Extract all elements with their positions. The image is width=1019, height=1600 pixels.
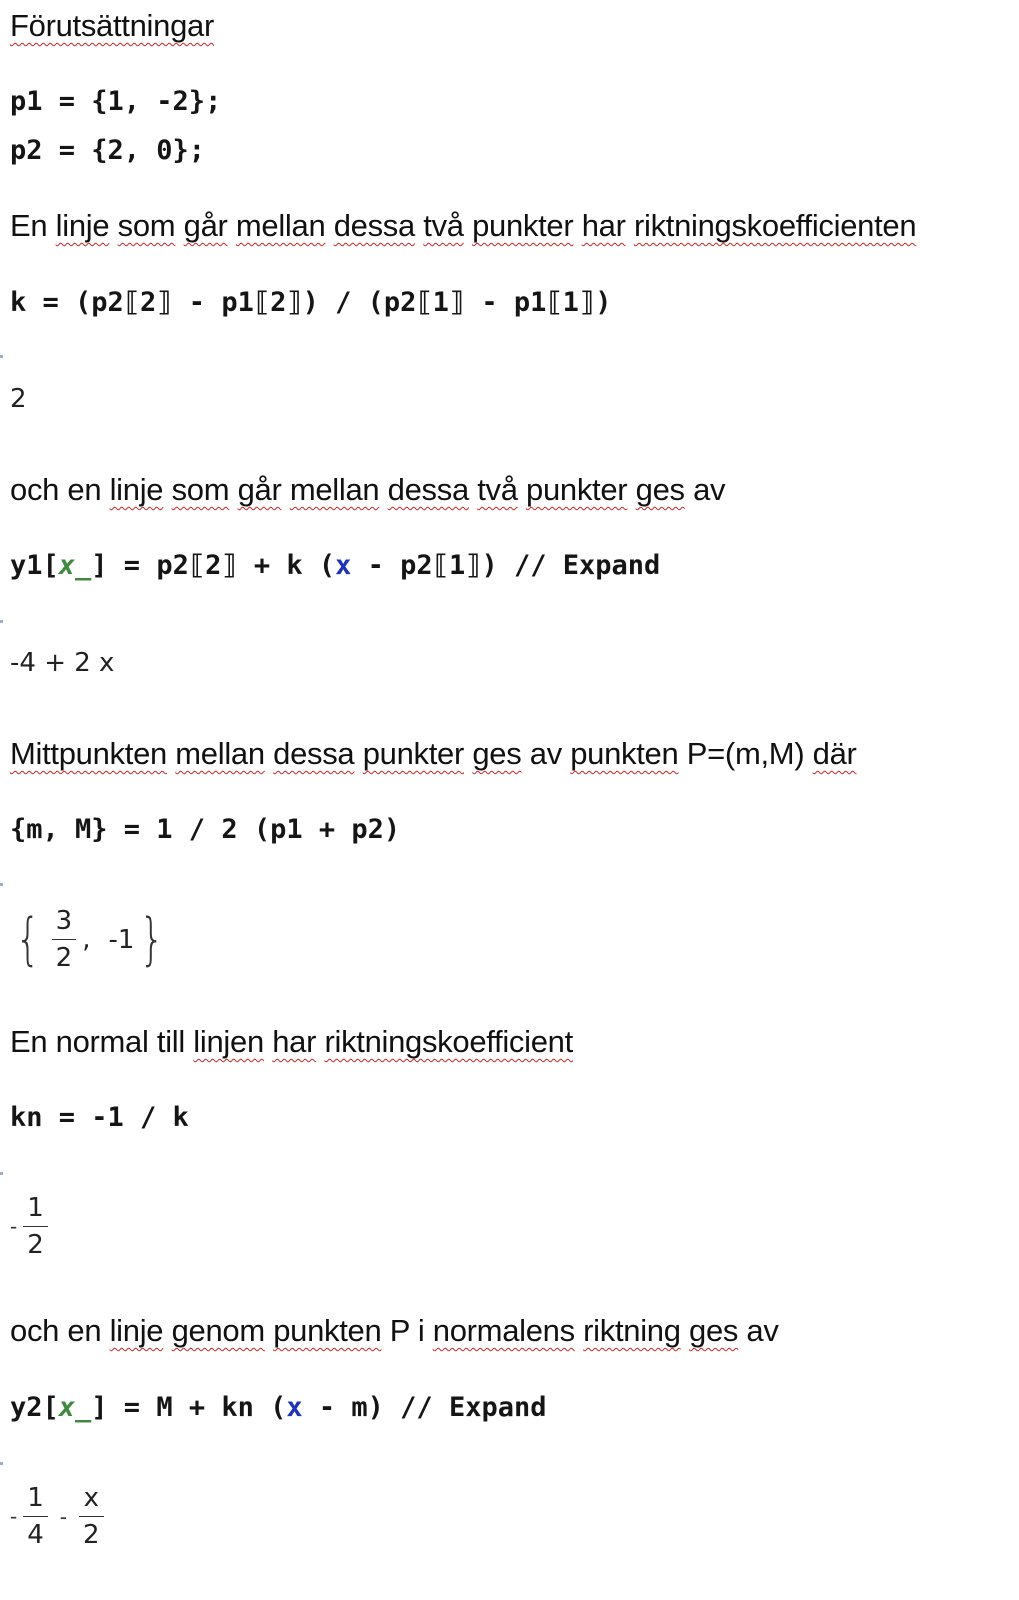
cell-bracket-marker xyxy=(0,883,3,886)
word: riktning xyxy=(583,1313,681,1348)
code-part: - p2⟦1⟧) // Expand xyxy=(351,550,661,581)
space xyxy=(681,1313,689,1348)
space xyxy=(627,472,635,507)
space xyxy=(281,472,289,507)
denominator: 2 xyxy=(55,943,73,973)
code-part: - m) // Expand xyxy=(302,1392,547,1423)
heading-word: Förutsättningar xyxy=(10,8,214,43)
space xyxy=(573,208,581,243)
input-cell-k[interactable]: k = (p2⟦2⟧ - p1⟦2⟧) / (p2⟦1⟧ - p1⟦1⟧) xyxy=(10,287,612,318)
comma: , xyxy=(82,924,91,955)
heading-forutsattningar xyxy=(10,6,214,46)
text-cell-normal xyxy=(10,1022,573,1062)
cell-bracket-marker xyxy=(0,1172,3,1175)
bound-variable: x xyxy=(286,1392,303,1423)
minus-sign: - xyxy=(10,1504,18,1529)
output-cell-kn xyxy=(10,1190,54,1263)
input-cell-y1[interactable] xyxy=(10,548,660,584)
word: av xyxy=(684,472,726,507)
word: En xyxy=(10,208,56,243)
output-cell-y2 xyxy=(10,1480,110,1553)
space xyxy=(228,208,236,243)
word: mellan xyxy=(175,736,265,771)
word: linje xyxy=(55,208,110,243)
space xyxy=(175,208,183,243)
space xyxy=(109,208,117,243)
output-cell-midpoint xyxy=(10,903,170,976)
space xyxy=(469,472,477,507)
output-cell-k: 2 xyxy=(10,384,27,414)
word: Mittpunkten xyxy=(10,736,167,771)
word: av xyxy=(738,1313,779,1348)
word: ges xyxy=(472,736,522,771)
word: punkten xyxy=(273,1313,382,1348)
word: linje xyxy=(109,472,164,507)
word: dessa xyxy=(273,736,355,771)
code-part: ] = M + kn ( xyxy=(91,1392,287,1423)
numerator: 1 xyxy=(23,1190,48,1227)
denominator: 4 xyxy=(27,1520,44,1550)
input-cell-y2[interactable] xyxy=(10,1390,546,1426)
space xyxy=(325,208,333,243)
denominator: 2 xyxy=(27,1230,44,1260)
numerator: 1 xyxy=(23,1480,48,1517)
text-cell-slope xyxy=(10,206,916,246)
value: -1 xyxy=(108,924,135,955)
word: punkter xyxy=(526,472,628,507)
word: ges xyxy=(689,1313,739,1348)
space xyxy=(518,472,526,507)
word: normalens xyxy=(432,1313,575,1348)
word: punkter xyxy=(472,208,574,243)
space xyxy=(163,472,171,507)
pattern-variable: x_ xyxy=(58,1392,92,1423)
word: mellan xyxy=(289,472,380,507)
numerator: 3 xyxy=(52,903,77,940)
word: P i xyxy=(381,1313,433,1348)
input-cell-p1[interactable]: p1 = {1, -2}; xyxy=(10,86,222,117)
word: går xyxy=(183,208,228,243)
word: dessa xyxy=(333,208,415,243)
word: där xyxy=(812,736,857,771)
word: riktningskoefficient xyxy=(324,1024,573,1059)
word: har xyxy=(581,208,626,243)
output-cell-y1: -4 + 2 x xyxy=(10,648,115,678)
space xyxy=(626,208,634,243)
word: mellan xyxy=(235,208,326,243)
text-cell-normal-line xyxy=(10,1311,779,1351)
word: punkten xyxy=(570,736,679,771)
word: har xyxy=(272,1024,317,1059)
word: P=(m,M) xyxy=(678,736,813,771)
code-part: y2[ xyxy=(10,1392,59,1423)
word: linje xyxy=(109,1313,164,1348)
space xyxy=(229,472,237,507)
word: två xyxy=(423,208,464,243)
word: som xyxy=(117,208,176,243)
space xyxy=(264,1024,272,1059)
word: punkter xyxy=(362,736,465,771)
code-part: y1[ xyxy=(10,550,59,581)
word: ges xyxy=(635,472,685,507)
minus-sign: - xyxy=(59,1504,67,1529)
left-brace: { xyxy=(15,906,41,972)
cell-bracket-marker xyxy=(0,355,3,358)
space xyxy=(464,208,472,243)
text-cell-line xyxy=(10,470,725,510)
input-cell-midpoint[interactable]: {m, M} = 1 / 2 (p1 + p2) xyxy=(10,814,401,845)
space xyxy=(379,472,387,507)
numerator: x xyxy=(79,1480,104,1517)
space xyxy=(354,736,362,771)
word: som xyxy=(171,472,230,507)
space xyxy=(265,736,273,771)
right-brace: } xyxy=(139,906,165,972)
word: av xyxy=(521,736,571,771)
word: går xyxy=(237,472,282,507)
input-cell-kn[interactable]: kn = -1 / k xyxy=(10,1102,189,1133)
word: genom xyxy=(171,1313,265,1348)
word: riktningskoefficienten xyxy=(633,208,917,243)
word: linjen xyxy=(193,1024,264,1059)
word: och en xyxy=(10,472,110,507)
word: En normal till xyxy=(10,1024,194,1059)
word: två xyxy=(477,472,518,507)
word: och en xyxy=(10,1313,110,1348)
fraction xyxy=(52,903,77,976)
bound-variable: x xyxy=(335,550,352,581)
input-cell-p2[interactable]: p2 = {2, 0}; xyxy=(10,135,206,166)
cell-bracket-marker xyxy=(0,1462,3,1465)
fraction xyxy=(23,1190,48,1263)
minus-sign: - xyxy=(10,1214,18,1239)
fraction xyxy=(23,1480,48,1553)
text-cell-midpoint xyxy=(10,734,857,774)
space xyxy=(163,1313,171,1348)
space xyxy=(575,1313,583,1348)
space xyxy=(265,1313,273,1348)
word: dessa xyxy=(387,472,469,507)
pattern-variable: x_ xyxy=(58,550,92,581)
code-part: ] = p2⟦2⟧ + k ( xyxy=(91,550,336,581)
fraction xyxy=(79,1480,104,1553)
cell-bracket-marker xyxy=(0,620,3,623)
denominator: 2 xyxy=(82,1520,100,1550)
